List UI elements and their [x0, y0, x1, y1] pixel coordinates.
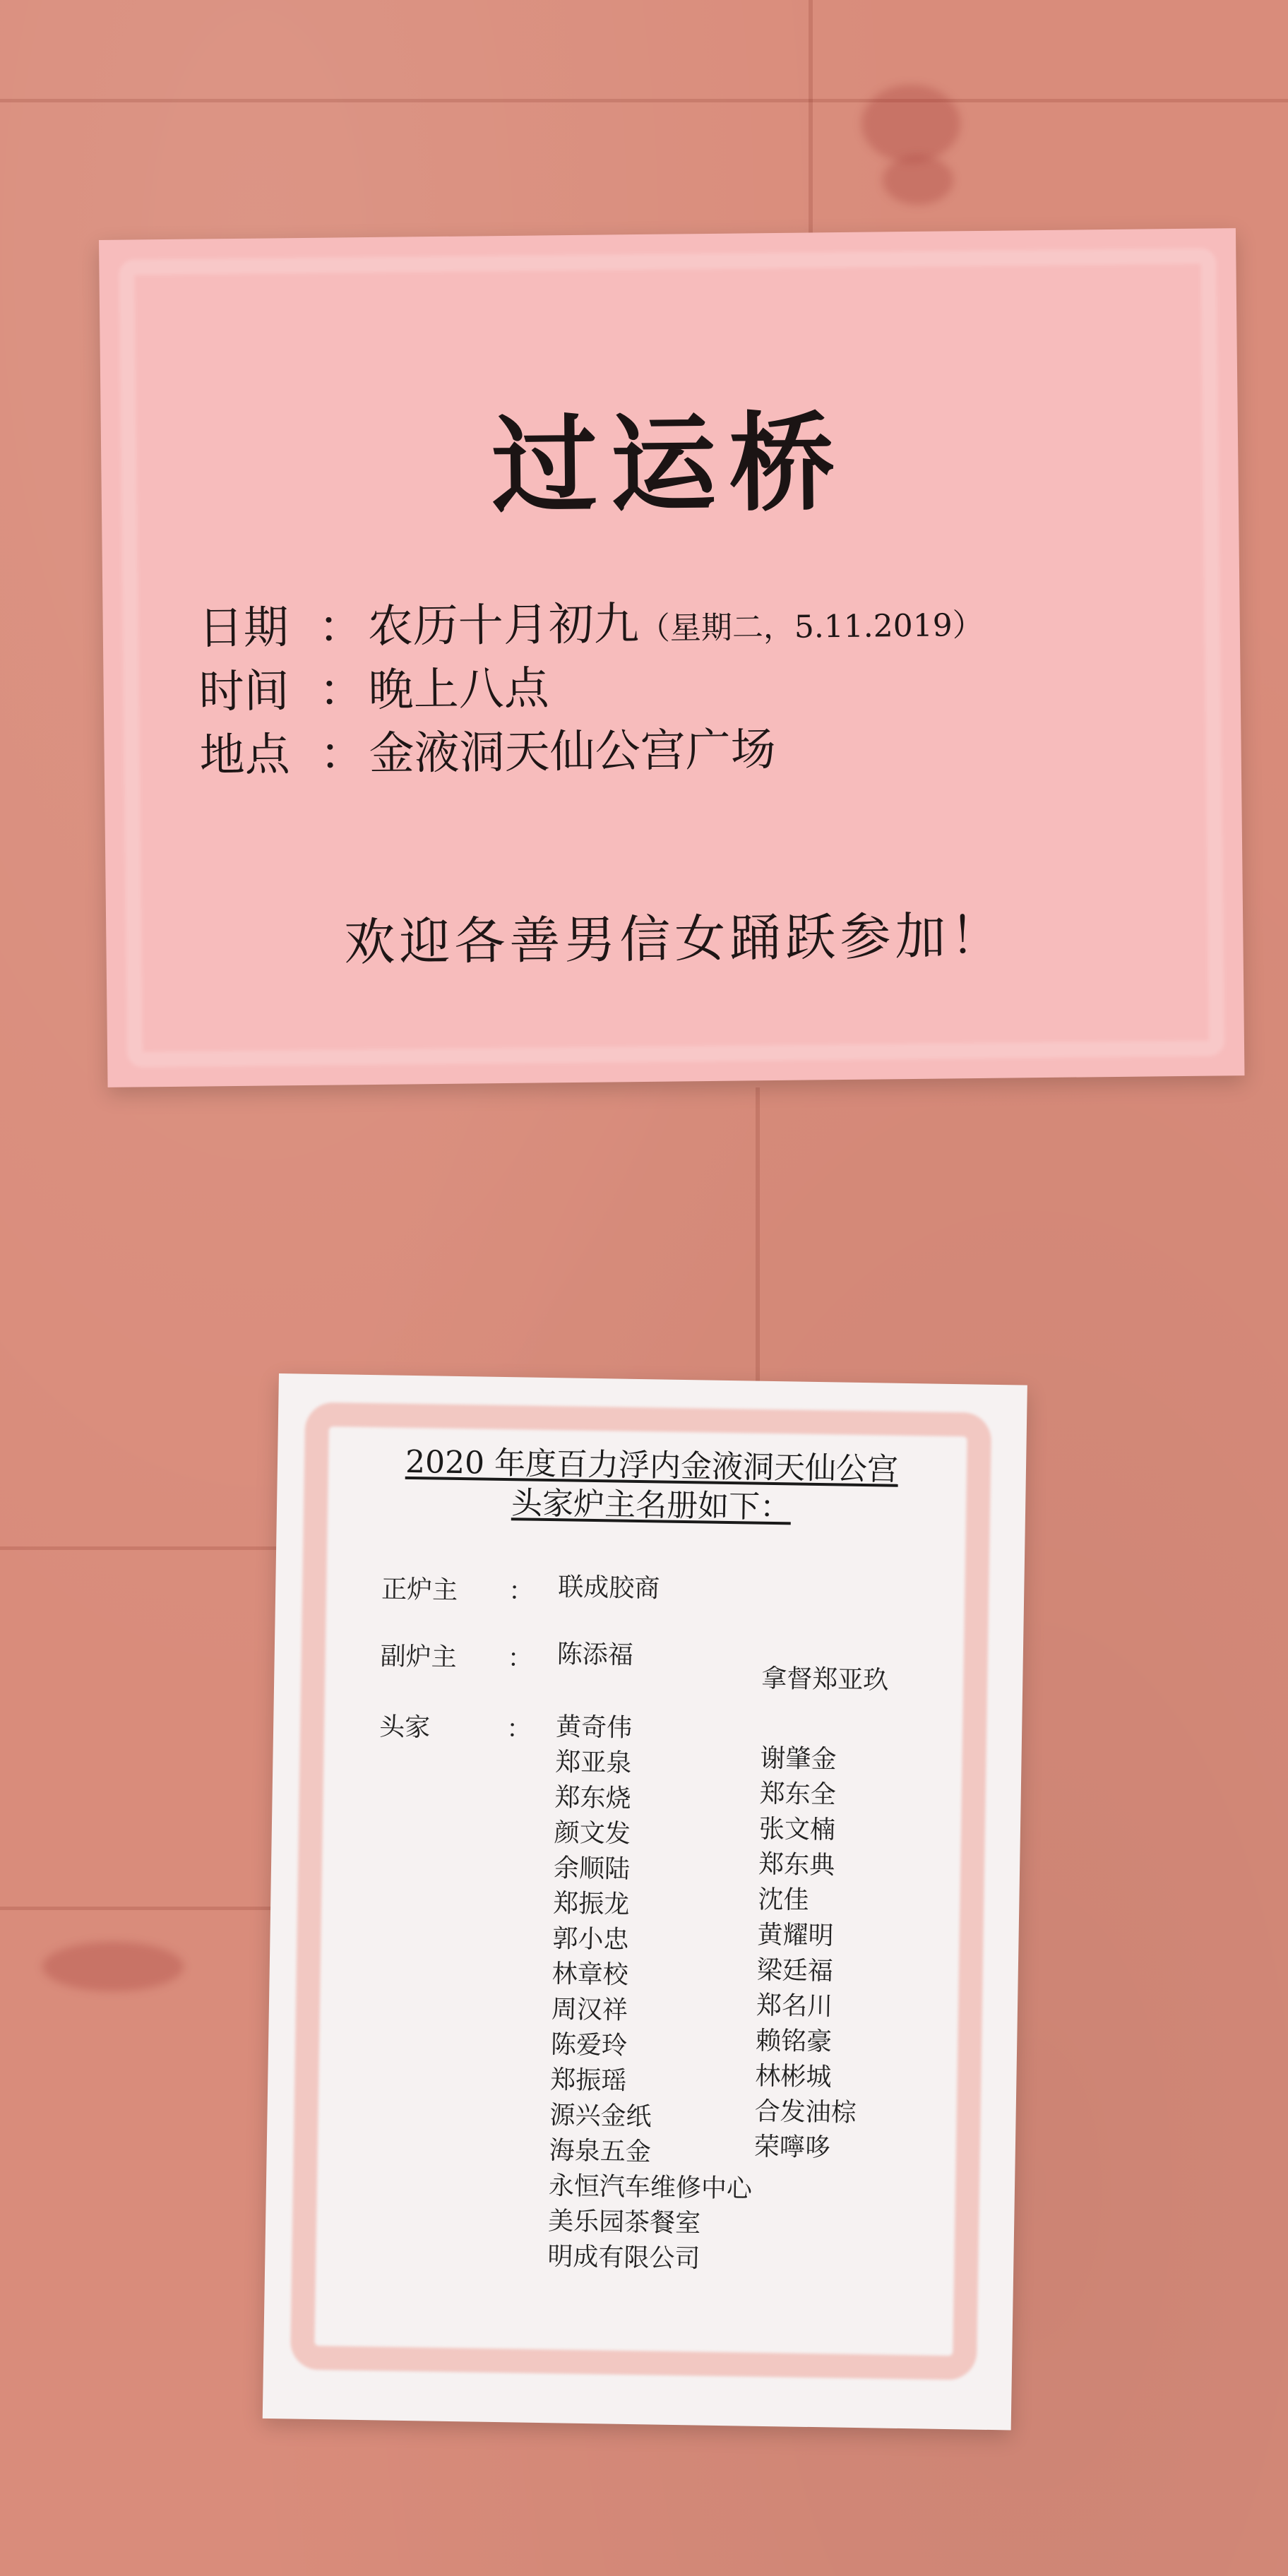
tou-jia-colon: ：: [506, 1715, 532, 1744]
wall-stain: [883, 155, 953, 205]
wall-stain: [861, 85, 960, 162]
fu-lu-zhu-value: 陈添福: [556, 1640, 634, 1670]
name-list-item: 林章校: [551, 1960, 629, 1990]
name-list-item: 郑东烧: [554, 1783, 631, 1813]
name-list-poster: [263, 1373, 1027, 2430]
board-seam-horizontal: [0, 1907, 282, 1910]
tou-jia-right-column: [753, 1741, 861, 2166]
name-list-item: 黄奇伟: [555, 1712, 633, 1743]
fu-lu-zhu-label: 副炉主: [380, 1642, 458, 1673]
fu-lu-zhu-value-2: 拿督郑亚玖: [761, 1664, 889, 1695]
time-row: [198, 652, 549, 720]
tou-jia-left-column: [547, 1710, 760, 2277]
name-list-item: 郭小忠: [552, 1924, 629, 1955]
name-list-item: 明成有限公司: [547, 2242, 700, 2274]
list-title-line2: 头家炉主名册如下：: [511, 1485, 792, 1526]
poster-title: 过运桥: [491, 400, 849, 529]
place-value: 金液洞天仙公宫广场: [369, 724, 777, 781]
name-list-item: 郑振龙: [552, 1889, 630, 1919]
place-label: 地点: [199, 729, 291, 782]
time-colon: ：: [318, 664, 365, 717]
date-value: 农历十月初九: [367, 598, 640, 654]
date-row: [198, 584, 984, 657]
date-colon: ：: [318, 601, 364, 654]
name-list-item: 颜文发: [554, 1818, 631, 1849]
zheng-lu-zhu-value: 联成胶商: [557, 1573, 660, 1604]
welcome-message: 欢迎各善男信女踊跃参加！: [343, 905, 1006, 972]
place-row: [199, 713, 776, 785]
name-list-item: 黄耀明: [757, 1920, 834, 1951]
name-list-item: 美乐园茶餐室: [547, 2207, 701, 2238]
fu-lu-zhu-colon: ：: [507, 1644, 534, 1674]
list-title: [277, 1441, 1027, 1532]
name-list-item: 梁廷福: [756, 1955, 834, 1986]
list-title-line1: 2020 年度百力浮内金液洞天仙公宫: [405, 1443, 899, 1488]
name-list-item: 郑名川: [756, 1991, 833, 2022]
date-weekday: （星期二，5.11.2019）: [638, 607, 984, 648]
name-list-item: 谢肇金: [760, 1743, 837, 1775]
name-list-item: 海泉五金: [549, 2136, 652, 2167]
time-value: 晚上八点: [368, 662, 550, 717]
zheng-lu-zhu-label: 正炉主: [381, 1575, 458, 1606]
time-label: 时间: [198, 665, 290, 719]
name-list-item: 郑振瑶: [550, 2065, 627, 2096]
name-list-item: 周汉祥: [551, 1995, 628, 2025]
name-list-item: 陈爱玲: [550, 2030, 628, 2061]
name-list-item: 荣嚀哆: [753, 2132, 831, 2163]
name-list-item: 郑亚泉: [555, 1748, 632, 1778]
name-list-item: 林彬城: [755, 2061, 832, 2092]
name-list-item: 永恒汽车维修中心: [548, 2171, 753, 2204]
name-list-item: 沈佳: [758, 1885, 809, 1915]
place-colon: ：: [319, 728, 366, 781]
event-poster: [99, 228, 1244, 1087]
board-seam-vertical: [809, 0, 813, 233]
name-list-item: 张文楠: [758, 1814, 836, 1845]
name-list-item: 赖铭豪: [755, 2026, 833, 2057]
name-list-item: 郑东全: [759, 1779, 837, 1810]
name-list-item: 郑东典: [758, 1849, 835, 1880]
name-list-item: 合发油棕: [754, 2097, 857, 2128]
board-seam-horizontal: [0, 99, 1288, 102]
name-list-item: 源兴金纸: [549, 2101, 652, 2132]
wall-stain: [42, 1942, 184, 1991]
board-seam-horizontal: [0, 1546, 282, 1550]
zheng-lu-zhu-colon: ：: [508, 1577, 535, 1606]
name-list-item: 余顺陆: [553, 1854, 631, 1884]
date-label: 日期: [198, 602, 290, 655]
tou-jia-label: 头家: [378, 1712, 431, 1743]
